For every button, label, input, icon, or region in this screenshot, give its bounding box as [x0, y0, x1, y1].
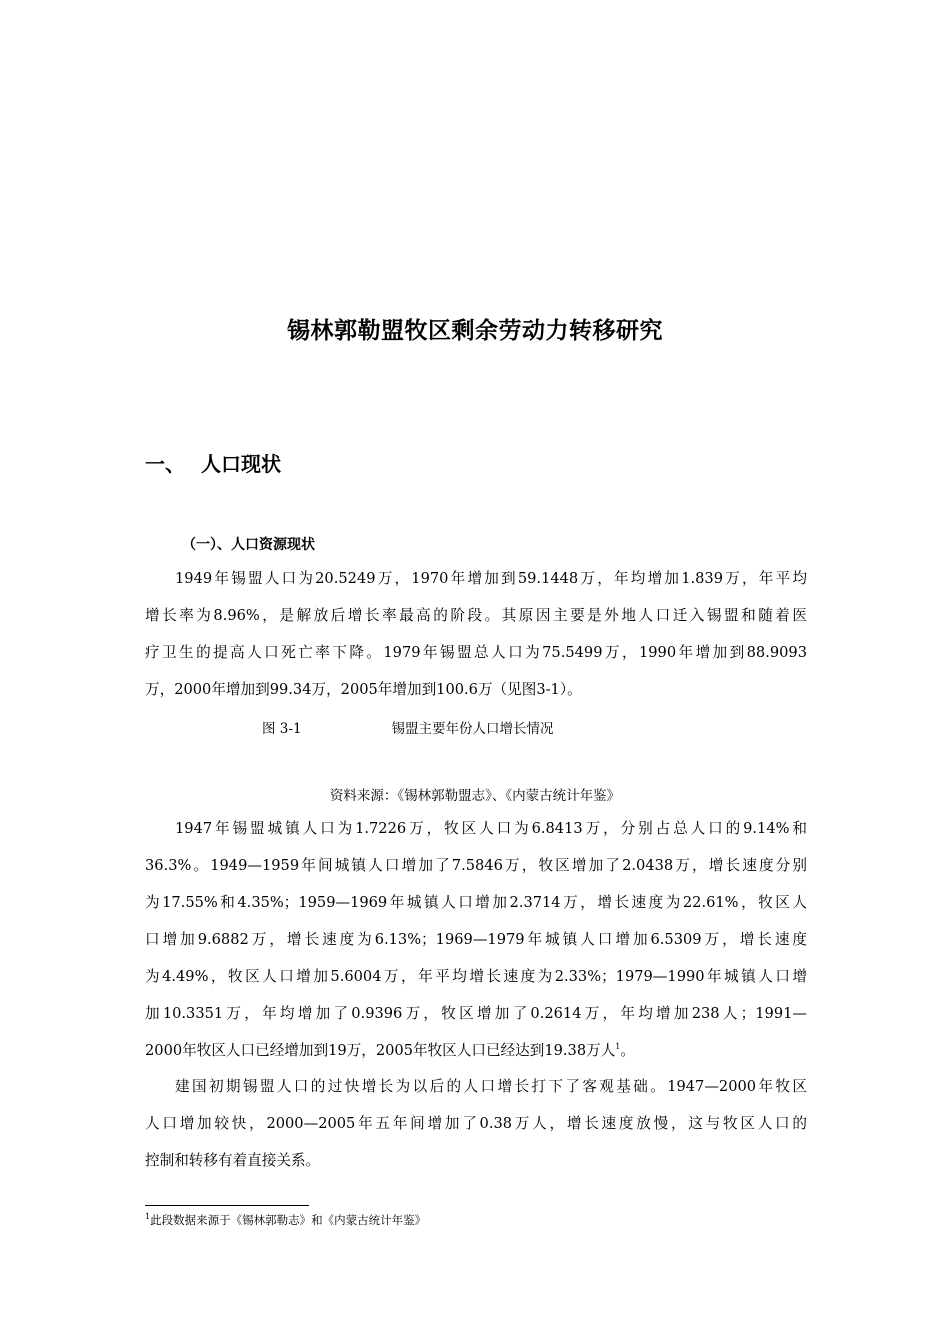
paragraph-line-text: 2000年牧区人口已经增加到19万，2005年牧区人口已经达到19.38万人 [145, 1042, 616, 1059]
paragraph-urban-pastoral [145, 810, 807, 1069]
paragraph-line: 疗卫生的提高人口死亡率下降。1979年锡盟总人口为75.5499万，1990年增加到88.9093 [145, 644, 807, 661]
figure-caption [262, 717, 554, 737]
paragraph-line: 1947年锡盟城镇人口为1.7226万，牧区人口为6.8413万，分别占总人口的9.14%和 [175, 820, 807, 837]
paragraph-line: 控制和转移有着直接关系。 [145, 1152, 321, 1169]
figure-label: 图 3-1 [262, 721, 302, 737]
paragraph-line: 加10.3351万，年均增加了0.9396万，牧区增加了0.2614万，年均增加238人；1991— [145, 1005, 807, 1022]
document-title: 锡林郭勒盟牧区剩余劳动力转移研究 [287, 318, 663, 344]
section-number: 一、 [145, 452, 185, 476]
paragraph-line: 增长率为8.96%，是解放后增长率最高的阶段。其原因主要是外地人口迁入锡盟和随着医 [145, 607, 807, 624]
paragraph-line [145, 1032, 807, 1069]
figure-title: 锡盟主要年份人口增长情况 [391, 721, 554, 737]
paragraph-population-overview [145, 560, 807, 708]
footnote-mark: 1 [145, 1212, 151, 1222]
paragraph-line: 口增加9.6882万，增长速度为6.13%；1969—1979年城镇人口增加6.5309万，增长速度 [145, 931, 807, 948]
section-title: 人口现状 [201, 452, 281, 476]
paragraph-line: 万，2000年增加到99.34万，2005年增加到100.6万（见图3-1）。 [145, 681, 582, 698]
footnote-text: 此段数据来源于《锡林郭勒志》和《内蒙古统计年鉴》 [150, 1213, 427, 1227]
paragraph-line: 36.3%。1949—1959年间城镇人口增加了7.5846万，牧区增加了2.0438万，增长速度分别 [145, 857, 807, 874]
subsection-heading: （一）、人口资源现状 [182, 537, 315, 553]
paragraph-line: 为17.55%和4.35%；1959—1969年城镇人口增加2.3714万，增长速度为22.61%，牧区人 [145, 894, 807, 911]
paragraph-conclusion [145, 1068, 807, 1179]
footnote-reference[interactable]: 1 [615, 1042, 621, 1052]
section-heading [145, 448, 281, 477]
paragraph-line: 建国初期锡盟人口的过快增长为以后的人口增长打下了客观基础。1947—2000年牧区 [175, 1078, 807, 1095]
paragraph-line: 为4.49%，牧区人口增加5.6004万，年平均增长速度为2.33%；1979—1990年城镇人口增 [145, 968, 807, 985]
figure-source: 资料来源：《锡林郭勒盟志》、《内蒙古统计年鉴》 [329, 788, 621, 804]
paragraph-line: 人口增加较快，2000—2005年五年间增加了0.38万人，增长速度放慢，这与牧区人口的 [145, 1115, 807, 1132]
footnote [145, 1212, 426, 1228]
paragraph-line: 1949年锡盟人口为20.5249万，1970年增加到59.1448万，年均增加1.839万，年平均 [175, 570, 807, 587]
footnote-divider [145, 1205, 309, 1206]
paragraph-line-end: 。 [620, 1042, 635, 1059]
